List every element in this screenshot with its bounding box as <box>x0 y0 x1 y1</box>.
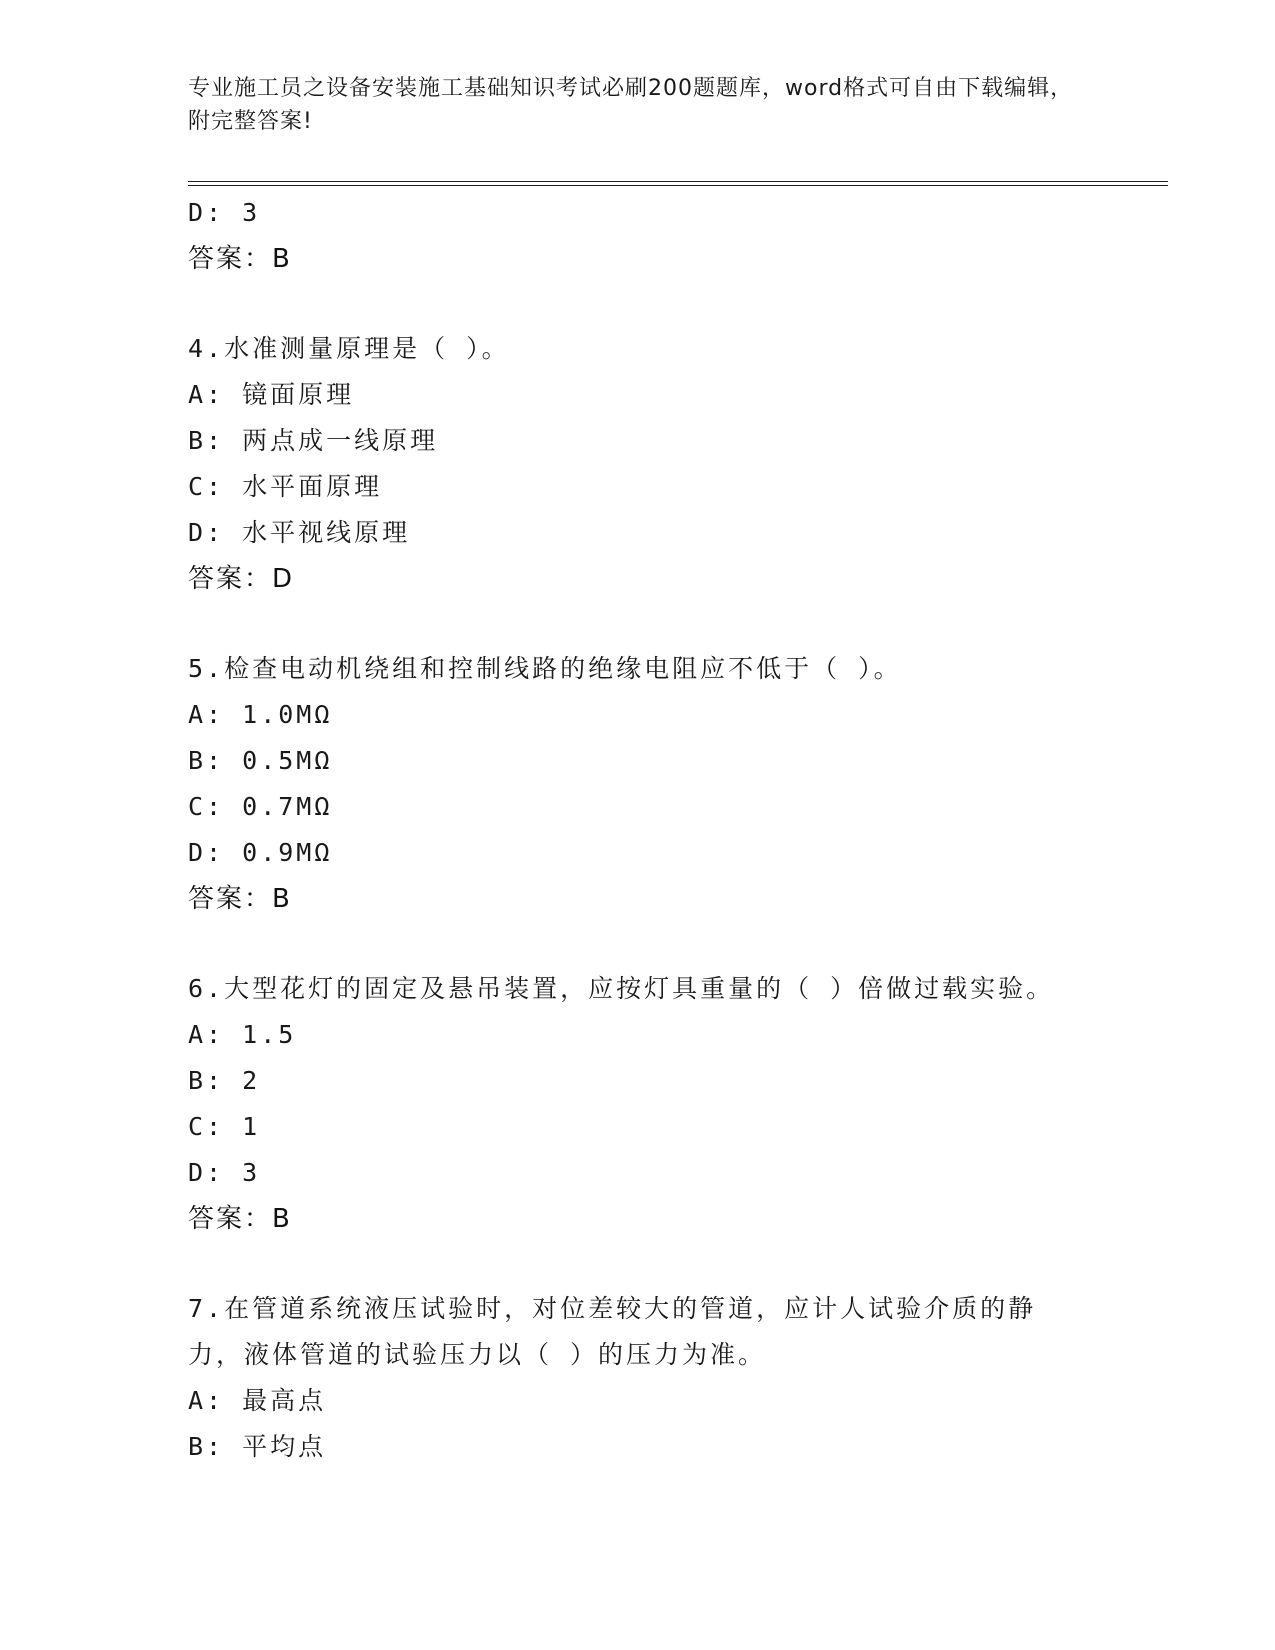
question-text: 6.大型花灯的固定及悬吊装置，应按灯具重量的（ ）倍做过载实验。 <box>188 974 1055 1003</box>
option-a: A: 最高点 <box>188 1386 327 1415</box>
header-divider-top <box>188 181 1168 182</box>
option-d: D: 3 <box>188 1158 261 1187</box>
option-d: D: 0.9MΩ <box>188 838 333 867</box>
question-3 <box>188 190 1168 282</box>
option-c: C: 1 <box>188 1112 261 1141</box>
option-a: A: 镜面原理 <box>188 380 355 409</box>
option-d: D: 水平视线原理 <box>188 518 411 547</box>
document-header: 专业施工员之设备安装施工基础知识考试必刷200题题库，word格式可自由下载编辑，附完整答案! <box>188 76 1074 134</box>
question-text: 7.在管道系统液压试验时，对位差较大的管道，应计人试验介质的静力，液体管道的试验压力以（ ）的压力为准。 <box>188 1294 1037 1369</box>
option-c: C: 0.7MΩ <box>188 792 333 821</box>
answer: 答案：B <box>188 1204 292 1234</box>
question-text: 4.水准测量原理是（ ）。 <box>188 334 510 363</box>
answer: 答案：B <box>188 884 292 914</box>
option-b: B: 2 <box>188 1066 261 1095</box>
option-b: B: 0.5MΩ <box>188 746 333 775</box>
question-text: 5.检查电动机绕组和控制线路的绝缘电阻应不低于（ ）。 <box>188 654 902 683</box>
option-a: A: 1.0MΩ <box>188 700 333 729</box>
answer: 答案：B <box>188 244 292 274</box>
header-divider-bottom <box>188 185 1168 186</box>
answer: 答案：D <box>188 564 295 594</box>
question-4 <box>188 326 1168 602</box>
option-a: A: 1.5 <box>188 1020 297 1049</box>
option-c: C: 水平面原理 <box>188 472 383 501</box>
question-list <box>188 190 1168 1470</box>
option-b: B: 平均点 <box>188 1432 327 1461</box>
question-6 <box>188 966 1168 1242</box>
option-b: B: 两点成一线原理 <box>188 426 439 455</box>
option-d: D: 3 <box>188 198 261 227</box>
question-5 <box>188 646 1168 922</box>
question-7 <box>188 1286 1168 1470</box>
